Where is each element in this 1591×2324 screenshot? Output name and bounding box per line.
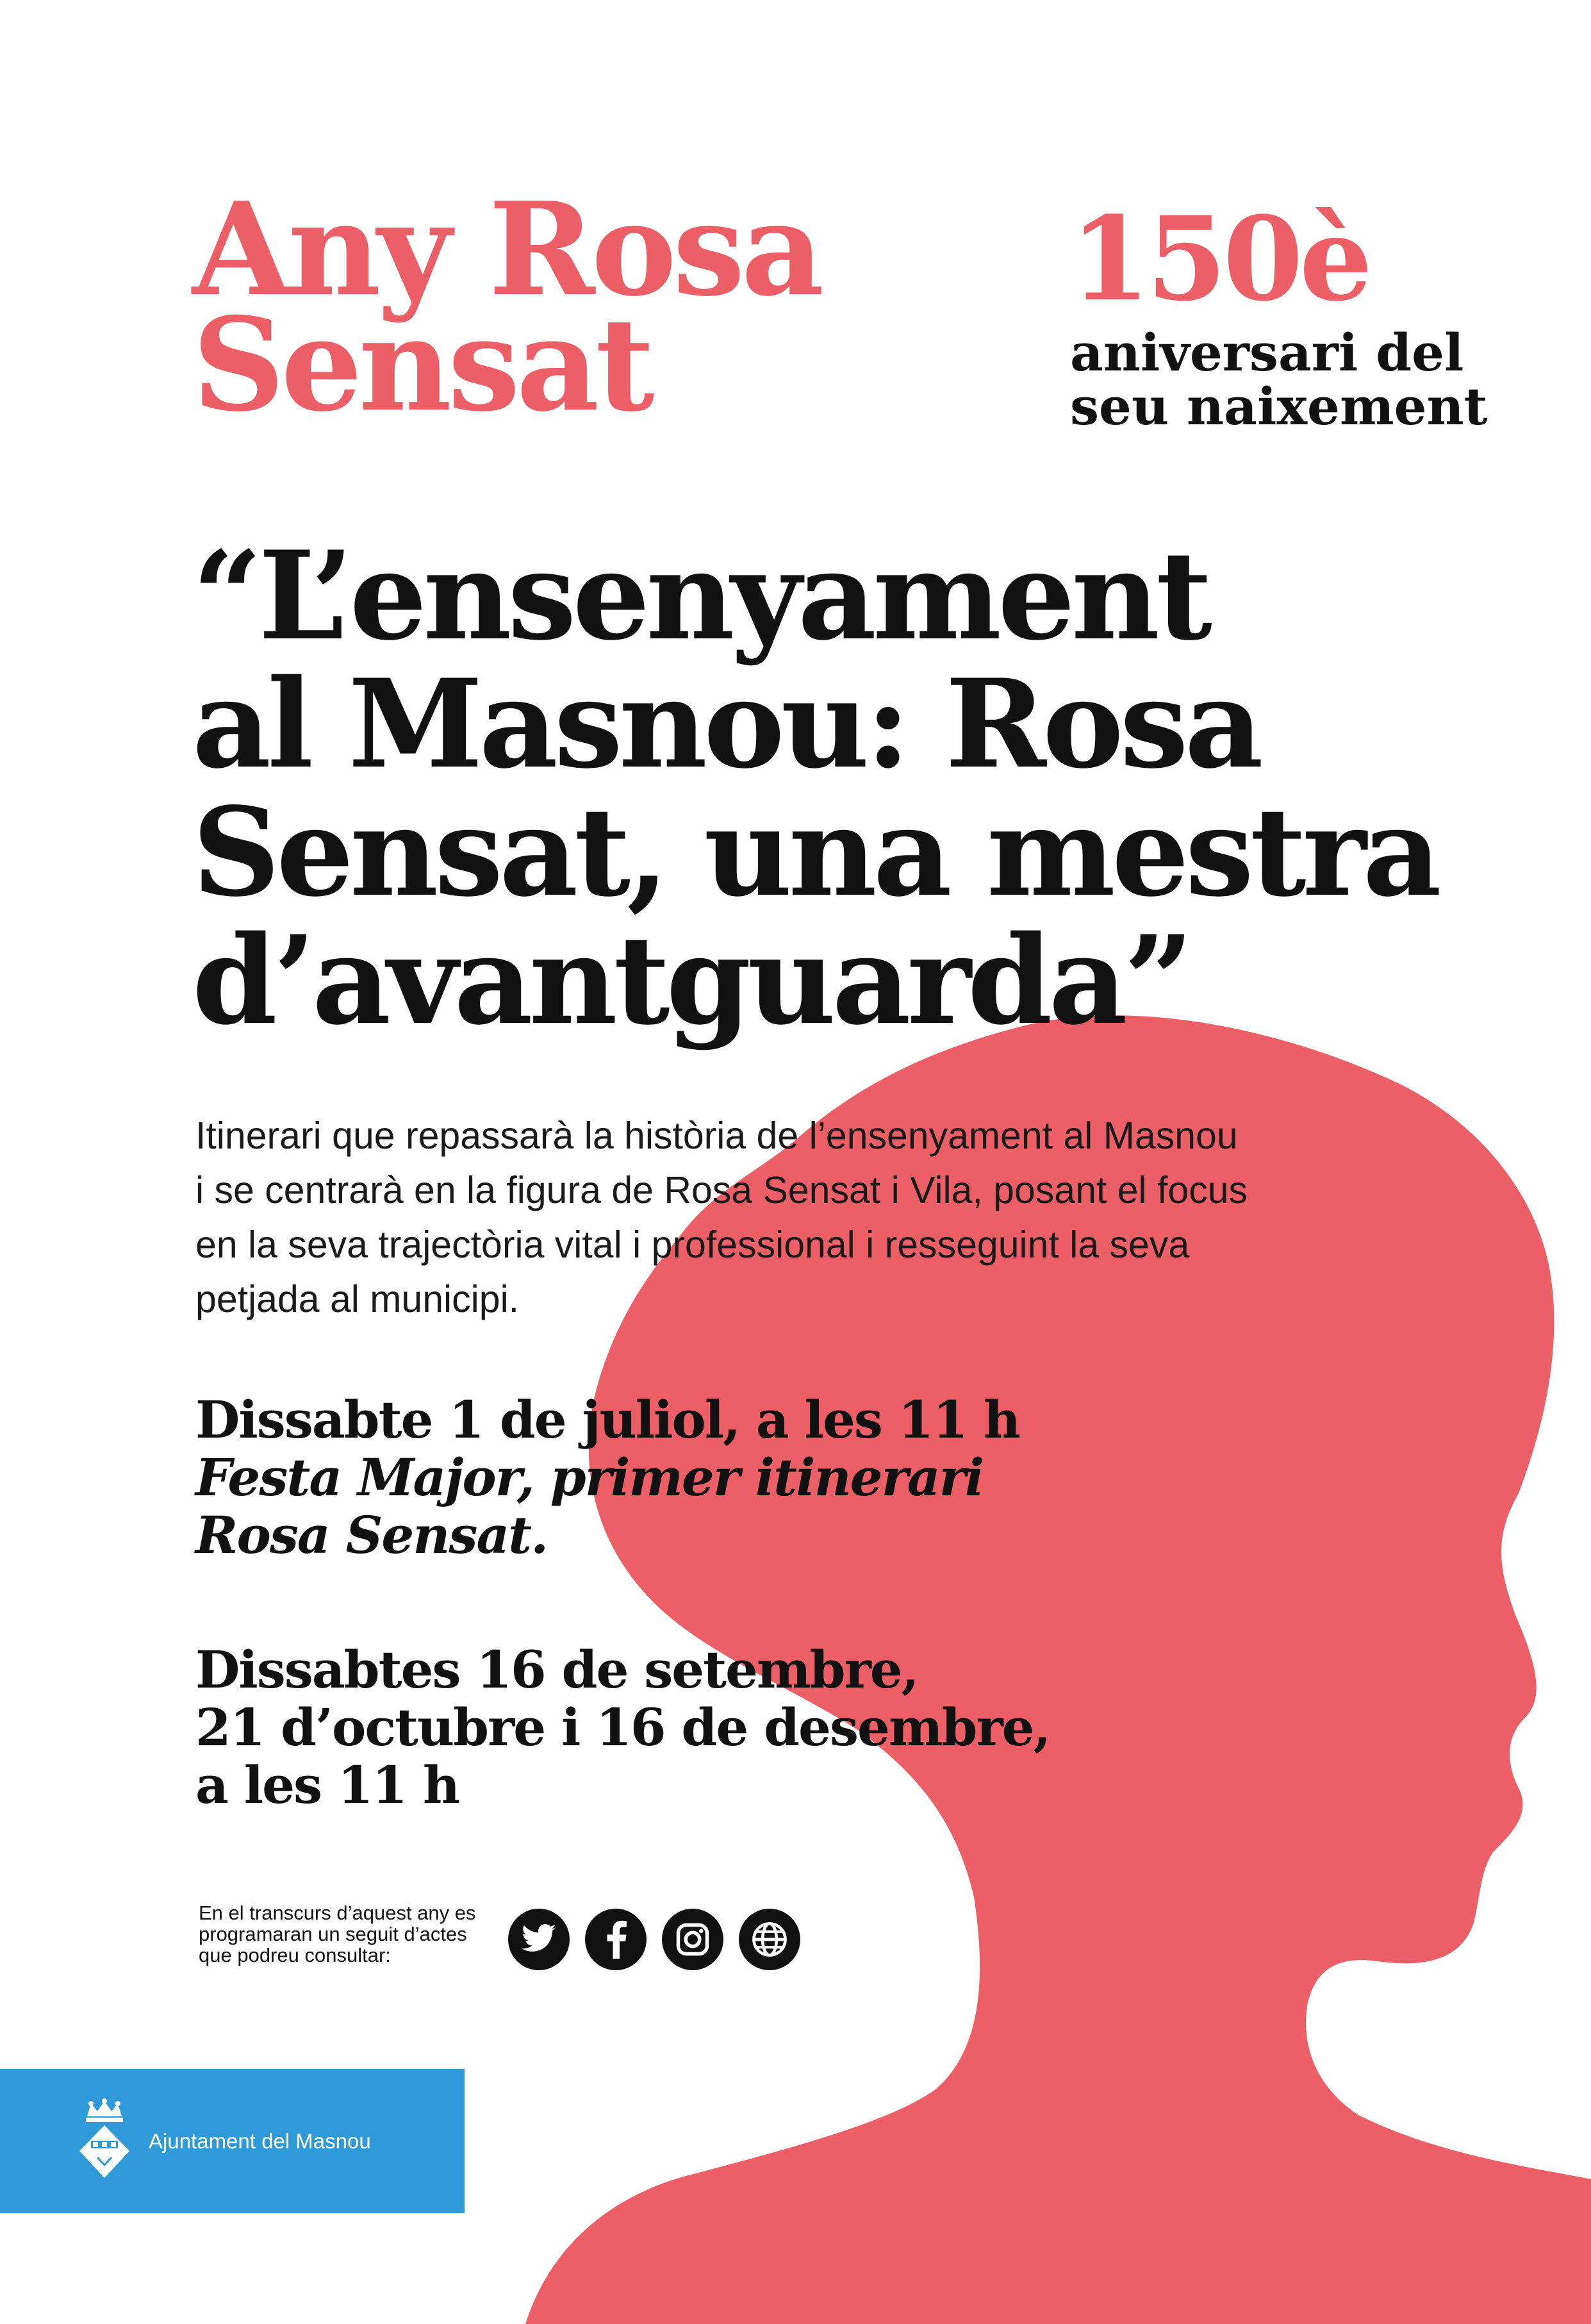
headline-line-4: d’avantguarda” — [192, 909, 1190, 1052]
title-line-1: Any Rosa — [192, 174, 821, 325]
social-text-line-1: En el transcurs d’aquest any es — [199, 1902, 476, 1924]
social-icons — [508, 1909, 800, 1970]
event2-line-1: Dissabtes 16 de setembre, — [195, 1639, 918, 1700]
description-line-2: i se centrarà en la figura de Rosa Sensat i Vila, posant el focus — [195, 1169, 1248, 1211]
anniversary-number: 150è — [1070, 192, 1369, 327]
anniversary-block — [1070, 192, 1488, 436]
event1-date: Dissabte 1 de juliol, a les 11 h — [195, 1390, 1020, 1450]
social-text-line-2: programaran un seguit d’actes — [199, 1923, 467, 1945]
description-line-3: en la seva trajectòria vital i professional i resseguint la seva — [195, 1224, 1190, 1266]
anniversary-line-2: seu naixement — [1070, 376, 1488, 436]
council-crest-icon — [76, 2098, 133, 2182]
event-date-2 — [195, 1641, 1050, 1814]
headline — [192, 524, 1438, 1052]
social-text-line-3: que podreu consultar: — [199, 1944, 391, 1966]
title-line-2: Sensat — [192, 290, 651, 440]
event-date-1 — [195, 1391, 1019, 1564]
headline-line-1: “L’ensenyament — [192, 524, 1208, 667]
instagram-icon[interactable] — [662, 1909, 723, 1970]
headline-line-2: al Masnou: Rosa — [192, 652, 1260, 795]
event-title — [192, 174, 821, 440]
description-line-1: Itinerari que repassarà la història de l’ensenyament al Masnou — [195, 1115, 1238, 1157]
council-name: Ajuntament del Masnou — [149, 2129, 371, 2153]
event2-line-2: 21 d’octubre i 16 de desembre, — [195, 1697, 1050, 1757]
facebook-icon[interactable] — [585, 1909, 647, 1970]
headline-line-3: Sensat, una mestra — [192, 781, 1438, 924]
anniversary-subtitle — [1070, 322, 1488, 436]
event1-detail-line-2: Rosa Sensat. — [195, 1505, 548, 1565]
globe-icon[interactable] — [739, 1909, 800, 1970]
social-info-text — [199, 1902, 476, 1966]
twitter-icon[interactable] — [508, 1909, 570, 1970]
description — [195, 1109, 1445, 1327]
event2-line-3: a les 11 h — [195, 1755, 459, 1815]
anniversary-line-1: aniversari del — [1070, 322, 1464, 383]
council-logo-box — [0, 2069, 465, 2213]
event1-detail-line-1: Festa Major, primer itinerari — [195, 1447, 984, 1507]
description-line-4: petjada al municipi. — [195, 1278, 520, 1320]
